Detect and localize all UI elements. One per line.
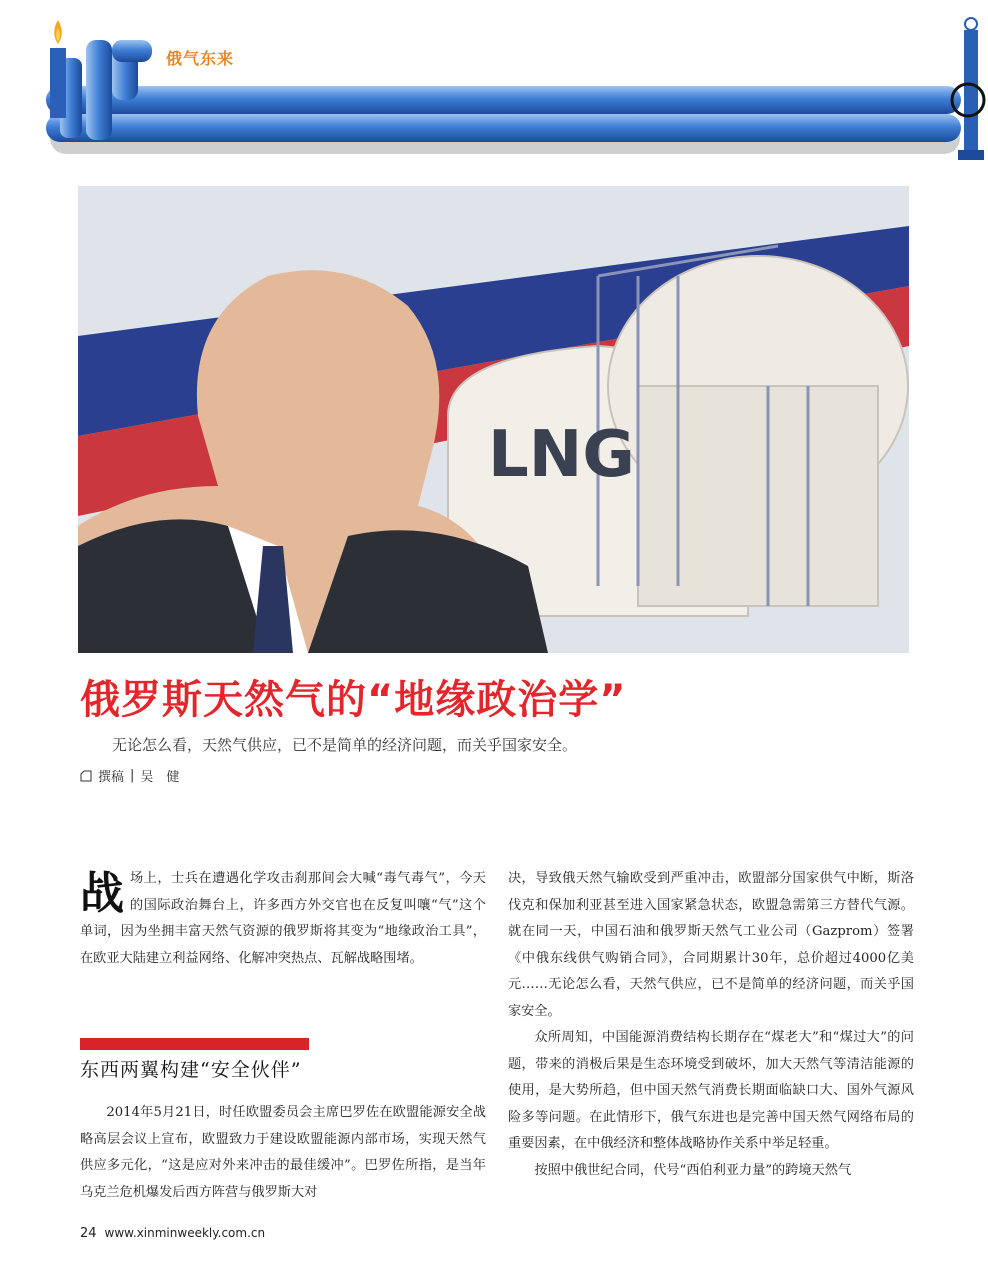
article-subtitle: 无论怎么看，天然气供应，已不是简单的经济问题，而关乎国家安全。 bbox=[112, 736, 578, 754]
byline-separator: | bbox=[130, 768, 135, 783]
page-header bbox=[0, 0, 988, 170]
right-paragraph-3: 按照中俄世纪合同，代号“西伯利亚力量”的跨境天然气 bbox=[534, 1162, 852, 1178]
page-number: 24 bbox=[80, 1226, 97, 1241]
page-footer bbox=[80, 1226, 265, 1241]
hero-art bbox=[78, 186, 909, 653]
lead-text: 场上，士兵在遭遇化学攻击刹那间会大喊“毒气毒气”，今天的国际政治舞台上，许多西方外交官也在反复叫嚷“气”这个单词，因为坐拥丰富天然气资源的俄罗斯将其变为“地缘政治工具”，在欧亚大陆建立利益网络、化解冲突热点、瓦解战略围堵。 bbox=[80, 871, 486, 966]
website-url: www.xinminweekly.com.cn bbox=[104, 1226, 266, 1240]
hero-illustration bbox=[78, 186, 909, 653]
left-column-body bbox=[80, 1100, 486, 1206]
right-paragraph-2: 众所周知，中国能源消费结构长期存在“煤老大”和“煤过大”的问题，带来的消极后果是生态环境受到破坏，加大天然气等清洁能源的使用，是大势所趋，但中国天然气消费长期面临缺口大、国外气源风险多等问题。在此情形下，俄气东进也是完善中国天然气网络布局的重要因素，在中俄经济和整体战略协作关系中举足轻重。 bbox=[508, 1030, 914, 1151]
section-heading: 东西两翼构建“安全伙伴” bbox=[80, 1059, 302, 1081]
left-paragraph: 2014年5月21日，时任欧盟委员会主席巴罗佐在欧盟能源安全战略高层会议上宣布，欧盟致力于建设欧盟能源内部市场，实现天然气供应多元化，“这是应对外来冲击的最佳缓冲”。巴罗佐所指，是当年乌克兰危机爆发后西方阵营与俄罗斯大对 bbox=[80, 1105, 486, 1200]
byline bbox=[80, 766, 179, 785]
section-bar bbox=[80, 1038, 309, 1050]
pen-icon bbox=[80, 770, 92, 782]
section-label: 俄气东来 bbox=[166, 49, 235, 68]
pipeline-illustration bbox=[0, 0, 988, 170]
byline-author: 吴 健 bbox=[140, 770, 180, 785]
byline-label: 撰稿 bbox=[98, 770, 125, 785]
lng-label: LNG bbox=[488, 418, 635, 492]
article-title: 俄罗斯天然气的“地缘政治学” bbox=[80, 677, 627, 723]
right-column-body bbox=[508, 866, 914, 1184]
lead-paragraph bbox=[80, 866, 486, 972]
right-paragraph-1: 决，导致俄天然气输欧受到严重冲击，欧盟部分国家供气中断，斯洛伐克和保加利亚甚至进入国家紧急状态，欧盟急需第三方替代气源。就在同一天，中国石油和俄罗斯天然气工业公司（Gazprom）签署《中俄东线供气购销合同》，合同期累计30年，总价超过4000亿美元……无论怎么看，天然气供应，已不是简单的经济问题，而关乎国家安全。 bbox=[508, 871, 914, 1019]
dropcap: 战 bbox=[80, 868, 124, 919]
